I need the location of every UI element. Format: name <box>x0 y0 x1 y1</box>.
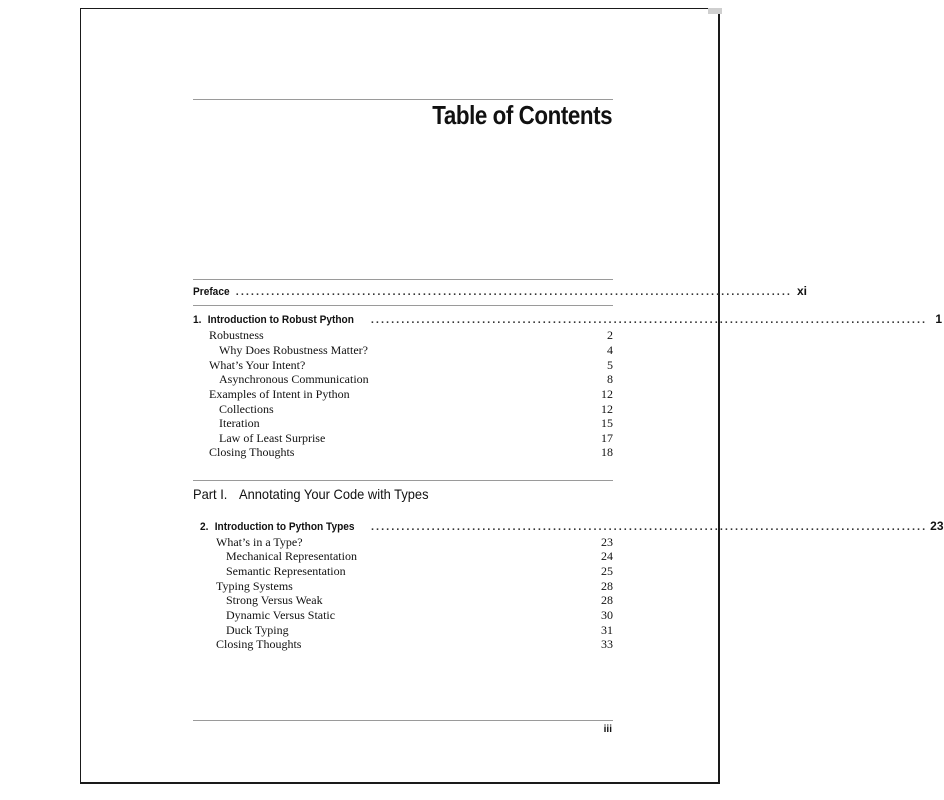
dot-leader: .............................................................................................................. <box>370 314 928 326</box>
toc-entry-page: 4 <box>607 343 613 357</box>
toc-entry-page: 28 <box>601 593 613 607</box>
toc-entry-page: 23 <box>601 535 613 549</box>
toc-entry-subsection[interactable] <box>193 415 613 431</box>
toc-entry-page: 23 <box>930 519 944 533</box>
toc-entry-subsection[interactable] <box>193 607 613 623</box>
toc-entry-page: 2 <box>607 328 613 342</box>
toc-entry-label: Semantic Representation <box>226 564 346 578</box>
toc-entry-label: What’s in a Type? <box>216 535 303 549</box>
toc-entry-page: 17 <box>601 431 613 445</box>
toc-entry-page: 1 <box>935 312 943 326</box>
toc-entry-page: 31 <box>601 623 613 637</box>
footer-rule <box>193 720 613 721</box>
toc-entry-page: 18 <box>601 445 613 459</box>
toc-entry-page: 24 <box>601 549 613 563</box>
toc-entry-page: 33 <box>601 637 613 651</box>
chapter1-rule <box>193 305 613 306</box>
toc-entry-page: 12 <box>601 387 613 401</box>
toc-entry-label <box>200 519 355 535</box>
toc-entry-page: 15 <box>601 416 613 430</box>
toc-entry-page: 25 <box>601 564 613 578</box>
toc-entry-preface[interactable] <box>193 283 807 299</box>
toc-entry-label: Closing Thoughts <box>209 445 295 459</box>
toc-entry-section[interactable] <box>193 444 613 460</box>
toc-entry-label: Duck Typing <box>226 623 289 637</box>
toc-entry-page: 28 <box>601 579 613 593</box>
toc-entry-label: Examples of Intent in Python <box>209 387 350 401</box>
chapter-number: 2. <box>200 521 209 533</box>
toc-entry-subsection[interactable] <box>193 342 613 358</box>
part-rule <box>193 480 613 481</box>
toc-entry-subsection[interactable] <box>193 548 613 564</box>
toc-entry-subsection[interactable] <box>193 592 613 608</box>
toc-entry-label <box>193 312 354 328</box>
dot-leader: .............................................................................................................. <box>370 521 928 533</box>
toc-entry-section[interactable] <box>193 636 613 652</box>
toc-entry-label: Law of Least Surprise <box>219 431 326 445</box>
preface-rule <box>193 279 613 280</box>
toc-entry-label: What’s Your Intent? <box>209 358 306 372</box>
toc-entry-label: Robustness <box>209 328 264 342</box>
toc-entry-subsection[interactable] <box>193 371 613 387</box>
part-title: Annotating Your Code with Types <box>239 486 429 502</box>
dot-leader: .............................................................................................................. <box>235 286 792 298</box>
toc-entry-label: Dynamic Versus Static <box>226 608 336 622</box>
chapter-number: 1. <box>193 314 202 326</box>
toc-entry-label: Why Does Robustness Matter? <box>219 343 368 357</box>
toc-entry-page: xi <box>796 284 807 298</box>
chapter-title: Introduction to Robust Python <box>207 314 354 326</box>
toc-entry-label: Mechanical Representation <box>226 549 357 563</box>
toc-entry-chapter-2[interactable] <box>193 518 944 534</box>
toc-entry-label: Collections <box>219 402 274 416</box>
page-folio: iii <box>603 724 612 735</box>
page-corner-shadow <box>708 8 722 14</box>
part-heading[interactable] <box>193 486 429 502</box>
toc-entry-page: 12 <box>601 402 613 416</box>
toc-entry-page: 8 <box>607 372 613 386</box>
toc-entry-label: Asynchronous Communication <box>219 372 369 386</box>
toc-entry-label: Typing Systems <box>216 579 293 593</box>
part-number: Part I. <box>193 486 228 502</box>
toc-entry-label: Closing Thoughts <box>216 637 302 651</box>
toc-entry-subsection[interactable] <box>193 563 613 579</box>
toc-entry-label: Preface <box>193 286 230 298</box>
page-title: Table of Contents <box>432 100 612 130</box>
chapter-title: Introduction to Python Types <box>214 521 355 533</box>
toc-entry-chapter-1[interactable] <box>193 311 943 327</box>
toc-entry-section[interactable] <box>193 327 613 343</box>
toc-entry-page: 30 <box>601 608 613 622</box>
toc-entry-label: Strong Versus Weak <box>226 593 323 607</box>
toc-entry-label: Iteration <box>219 416 260 430</box>
toc-entry-section[interactable] <box>193 386 613 402</box>
toc-entry-page: 5 <box>607 358 613 372</box>
